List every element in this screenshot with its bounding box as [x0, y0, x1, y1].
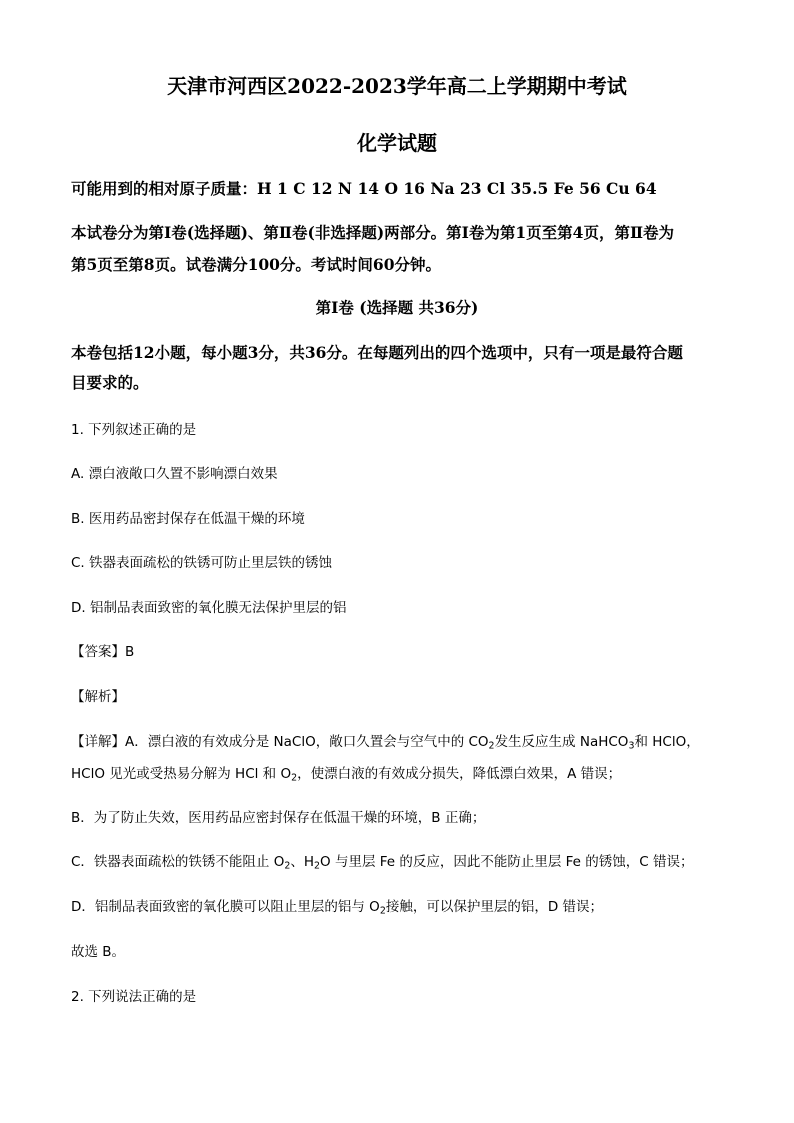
atomic-masses-line: 可能用到的相对原子质量：H 1 C 12 N 14 O 16 Na 23 Cl 35.5 Fe 56 Cu 64: [71, 179, 657, 198]
question-1-option-c: C. 铁器表面疏松的铁锈可防止里层铁的锈蚀: [71, 555, 333, 571]
h2o-subscript: 2: [314, 860, 321, 872]
detail-d-text-b: 接触，可以保护里层的铝，D 错误；: [385, 899, 604, 915]
detail-c-text-c: O 与里层 Fe 的反应，因此不能防止里层 Fe 的锈蚀，C 错误；: [320, 854, 694, 870]
detail-b-line: B．为了防止失效，医用药品应密封保存在低温干燥的环境，B 正确；: [71, 810, 486, 826]
question-1-stem: 1. 下列叙述正确的是: [71, 422, 197, 438]
answer-line: [71, 640, 134, 660]
analysis-label: 【解析】: [71, 689, 125, 705]
o2-subscript-d: 2: [379, 905, 386, 917]
detail-a2-text-b: ，使漂白液的有效成分损失，降低漂白效果，A 错误；: [297, 766, 622, 782]
co2-subscript: 2: [488, 740, 495, 752]
detail-c-text: C．铁器表面疏松的铁锈不能阻止 O: [71, 854, 285, 870]
detail-a2-text: HClO 见光或受热易分解为 HCl 和 O: [71, 766, 292, 782]
detail-d-text: D．铝制品表面致密的氧化膜可以阻止里层的铝与 O: [71, 899, 380, 915]
detail-a-text-b: 发生反应生成 NaHCO: [494, 734, 629, 750]
detail-label: 【详解】: [71, 734, 125, 750]
nahco3-subscript: 3: [628, 740, 635, 752]
question-2-stem: 2. 下列说法正确的是: [71, 989, 197, 1005]
section-heading: 第Ⅰ卷 (选择题 共36分): [315, 298, 479, 317]
paper-description-line-1: 本试卷分为第Ⅰ卷(选择题)、第Ⅱ卷(非选择题)两部分。第Ⅰ卷为第1页至第4页，第Ⅱ卷为: [71, 223, 675, 242]
section-instruction-line-2: 目要求的。: [71, 373, 149, 392]
detail-a-line-1: [71, 730, 700, 751]
detail-d-line: [71, 895, 603, 916]
paper-description-line-2: 第5页至第8页。试卷满分100分。考试时间60分钟。: [71, 255, 441, 274]
exam-subtitle: 化学试题: [357, 131, 437, 155]
exam-title: 天津市河西区2022-2023学年高二上学期期中考试: [167, 74, 627, 98]
conclusion-line: 故选 B。: [71, 944, 126, 960]
answer-label: 【答案】: [71, 644, 125, 660]
detail-a-text: A．漂白液的有效成分是 NaClO，敞口久置会与空气中的 CO: [125, 734, 489, 750]
detail-c-text-b: 、H: [290, 854, 315, 870]
question-1-option-d: D. 铝制品表面致密的氧化膜无法保护里层的铝: [71, 600, 347, 616]
detail-a-line-2: [71, 762, 621, 783]
detail-c-line: [71, 850, 694, 871]
answer-value: B: [125, 644, 135, 660]
question-1-option-a: A. 漂白液敞口久置不影响漂白效果: [71, 466, 278, 482]
question-1-option-b: B. 医用药品密封保存在低温干燥的环境: [71, 511, 305, 527]
detail-a-text-c: 和 HClO，: [634, 734, 700, 750]
o2-subscript: 2: [291, 772, 298, 784]
section-instruction-line-1: 本卷包括12小题，每小题3分，共36分。在每题列出的四个选项中，只有一项是最符合题: [71, 343, 683, 362]
o2-subscript-c: 2: [284, 860, 291, 872]
